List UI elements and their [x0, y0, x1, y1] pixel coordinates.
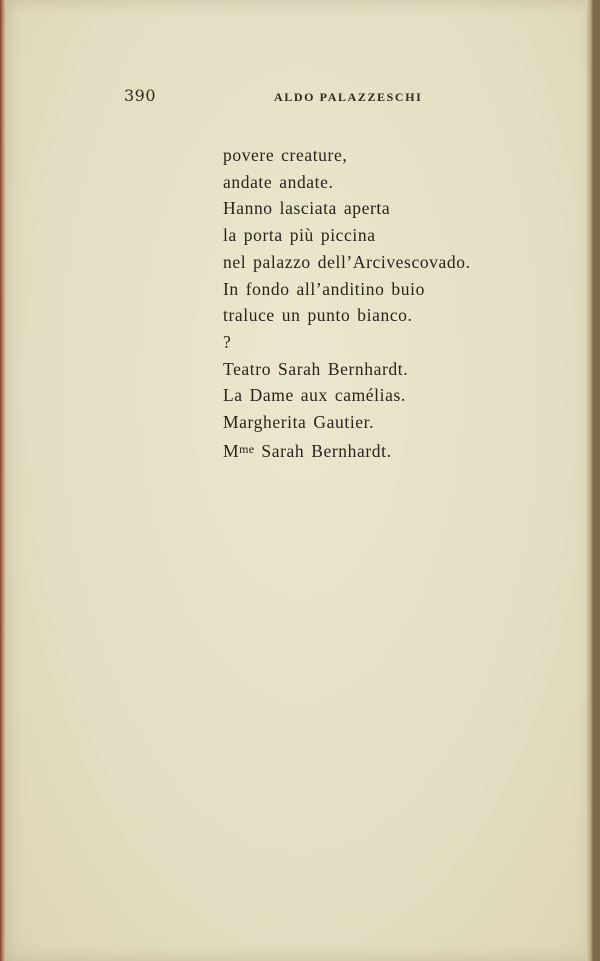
poem-line: traluce un punto bianco.: [223, 305, 413, 326]
page-number: 390: [124, 86, 157, 105]
poem-line: Hanno lasciata aperta: [223, 198, 391, 219]
poem-line: In fondo all’anditino buio: [223, 278, 425, 299]
name-text: Sarah Bernhardt.: [254, 440, 392, 461]
poem-line: La Dame aux camélias.: [223, 385, 406, 406]
poem-line: Margherita Gautier.: [223, 412, 375, 433]
poem-line: povere creature,: [223, 145, 348, 165]
poem-line: nel palazzo dell’Arcivescovado.: [223, 251, 471, 272]
poem-line: ?: [223, 331, 232, 352]
poem-line: Teatro Sarah Bernhardt.: [223, 358, 409, 379]
title-prefix: M: [223, 440, 240, 461]
page-edge: [586, 0, 594, 961]
poem-line: andate andate.: [223, 171, 334, 192]
poem-text: [223, 142, 471, 464]
title-superscript: me: [239, 441, 255, 456]
poem-line: la porta più piccina: [223, 225, 376, 246]
running-head: ALDO PALAZZESCHI: [274, 90, 423, 104]
poem-line-last: [223, 436, 471, 465]
